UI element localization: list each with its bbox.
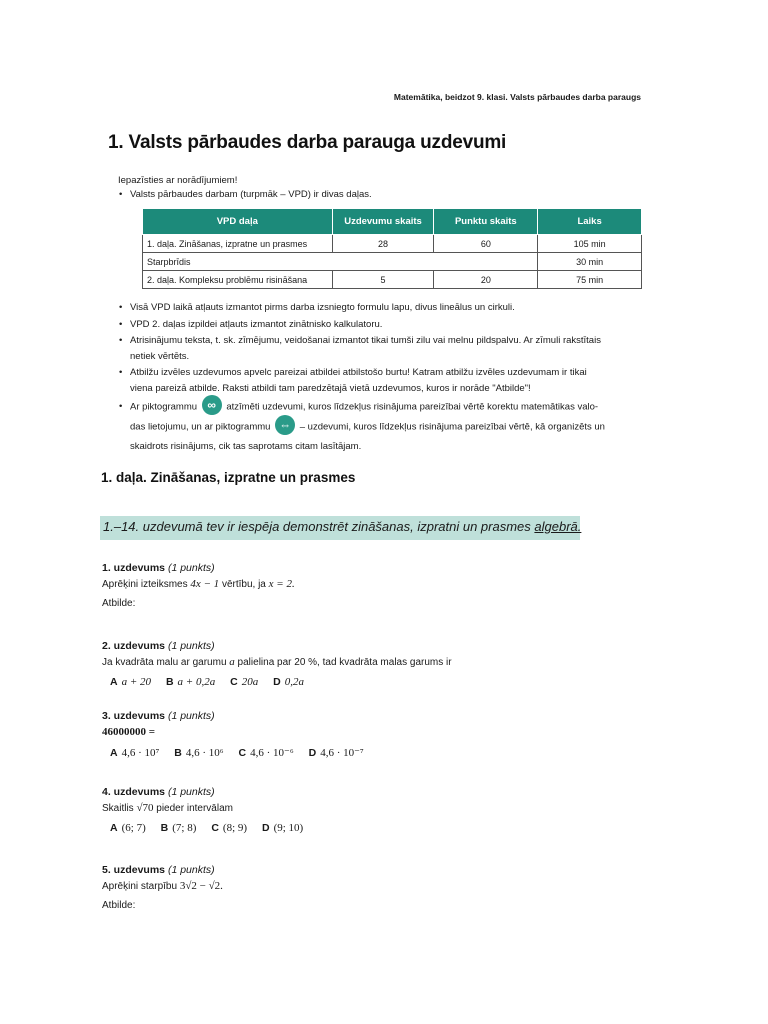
option-value: 4,6 · 10⁻⁷ [320, 747, 364, 759]
table-row [143, 271, 642, 289]
table-cell: 5 [332, 271, 434, 289]
answer-option[interactable] [211, 819, 247, 837]
infinity-pictogram-icon: ∞ [202, 395, 222, 415]
task-heading [102, 560, 295, 576]
table-header-cell: Uzdevumu skaits [332, 209, 434, 235]
table-row [143, 253, 642, 271]
task-expression: 46000000 = [102, 726, 156, 738]
task-text-part: palielina par 20 %, tad kvadrāta malas garums ir [234, 657, 452, 668]
answer-label: Atbilde: [102, 598, 136, 609]
task-title: 2. uzdevums [102, 640, 166, 652]
bullet-icon: • [119, 302, 123, 313]
table-header-cell: Laiks [538, 209, 642, 235]
option-value: 20a [241, 676, 259, 688]
option-value: 4,6 · 10⁶ [185, 747, 224, 759]
option-value: (8; 9) [222, 822, 248, 834]
task-heading [102, 708, 376, 724]
option-value: (9; 10) [273, 822, 304, 834]
rule-text: Atrisinājumu teksta, t. sk. zīmējumu, veidošanai izmantot tikai tumši zilu vai melnu pildspalvu. Ar zīmuli rakstītais [130, 335, 601, 346]
table-cell: 28 [332, 235, 434, 253]
rule-item [118, 333, 638, 364]
option-value: (6; 7) [121, 822, 146, 834]
option-value: (7; 8) [172, 822, 197, 834]
answer-option[interactable] [230, 673, 258, 691]
option-value: 4,6 · 10⁷ [121, 747, 160, 759]
vpd-structure-table [142, 208, 642, 289]
answer-option[interactable] [174, 744, 223, 762]
table-header-cell: VPD daļa [143, 209, 333, 235]
task-1 [102, 560, 295, 612]
rule-text: skaidrots risinājums, cik tas saprotams citam lasītājam. [130, 441, 362, 452]
task-heading [102, 862, 223, 878]
task-title: 1. uzdevums [102, 562, 166, 574]
task-2 [102, 638, 452, 691]
option-letter: C [230, 676, 238, 688]
option-letter: D [273, 676, 281, 688]
rule-item [118, 300, 638, 316]
task-condition: x = 2. [268, 578, 295, 590]
rules-list [118, 300, 638, 457]
bullet-icon: • [119, 318, 123, 330]
page-title: 1. Valsts pārbaudes darba parauga uzdevumi [108, 132, 507, 153]
task-title: 5. uzdevums [102, 864, 166, 876]
intro-block [118, 174, 372, 202]
task-points: (1 punkts) [167, 562, 215, 574]
task-text-part: Skaitlis [102, 803, 137, 814]
table-cell: 75 min [538, 271, 642, 289]
task-3 [102, 708, 376, 762]
answer-option[interactable] [239, 744, 294, 762]
task-variable: a [229, 656, 235, 668]
table-cell: 2. daļa. Kompleksu problēmu risināšana [143, 271, 333, 289]
task-text-part: vērtību, ja [219, 579, 269, 590]
task-text [102, 878, 223, 895]
rule-text: das lietojumu, un ar piktogrammu [130, 421, 271, 433]
rule-text: Visā VPD laikā atļauts izmantot pirms darba izsniegto formulu lapu, divus lineālus un cirkuli. [130, 302, 515, 313]
task-text-part: Aprēķini starpību [102, 881, 180, 892]
rule-text: netiek vērtēts. [130, 350, 190, 362]
highlight-text-main: 1.–14. uzdevumā tev ir iespēja demonstrēt zināšanas, izpratni un prasmes [103, 519, 535, 534]
section-title: 1. daļa. Zināšanas, izpratne un prasmes [101, 470, 356, 485]
task-text-part: Aprēķini izteiksmes [102, 579, 191, 590]
answer-options [102, 819, 315, 837]
rule-item [118, 317, 638, 333]
answer-label: Atbilde: [102, 900, 136, 911]
bullet-icon: • [119, 401, 123, 412]
answer-option[interactable] [110, 744, 159, 762]
table-header-cell: Punktu skaits [434, 209, 538, 235]
option-letter: B [160, 822, 169, 834]
table-cell: 60 [434, 235, 538, 253]
task-points: (1 punkts) [167, 864, 215, 876]
rule-text: Ar piktogrammu [130, 401, 198, 413]
option-letter: A [110, 676, 118, 688]
task-text [102, 654, 452, 671]
option-value: a + 20 [121, 676, 152, 688]
task-expression: 4x − 1 [190, 578, 220, 590]
option-letter: B [174, 747, 182, 759]
bullet-icon: • [119, 367, 123, 378]
double-arrow-pictogram-icon: ⇔ [275, 415, 295, 435]
task-4 [102, 784, 315, 837]
answer-options [102, 744, 376, 762]
bullet-icon: • [119, 335, 123, 346]
task-expression: 3√2 − √2. [179, 880, 223, 892]
answer-option[interactable] [273, 673, 304, 691]
task-title: 4. uzdevums [102, 786, 166, 798]
rule-text: – uzdevumi, kuros līdzekļus risinājuma pareizībai vērtē, kā organizēts un [299, 421, 605, 433]
intro-lead: Iepazīsties ar norādījumiem! [118, 175, 238, 186]
table-row [143, 235, 642, 253]
highlight-text-underlined: algebrā. [534, 519, 582, 534]
option-value: 4,6 · 10⁻⁶ [250, 747, 294, 759]
answer-options [102, 673, 452, 691]
table-cell: 1. daļa. Zināšanas, izpratne un prasmes [143, 235, 333, 253]
task-heading [102, 784, 315, 800]
bullet-icon: • [119, 189, 123, 200]
option-value: 0,2a [284, 676, 305, 688]
answer-option[interactable] [262, 819, 303, 837]
highlight-text [103, 519, 581, 534]
option-value: a + 0,2a [177, 676, 216, 688]
option-letter: C [211, 822, 219, 834]
table-cell: 105 min [538, 235, 642, 253]
rule-text: Atbilžu izvēles uzdevumos apvelc pareizai atbildei atbilstošo burtu! Katram atbilžu izvēles uzdevumam ir tikai [130, 367, 587, 378]
task-points: (1 punkts) [167, 640, 215, 652]
intro-bullet [118, 188, 372, 202]
rule-text: viena pareizā atbilde. Raksti atbildi tam paredzētajā vietā uzdevumos, kuros ir norāde "Atbilde"! [130, 382, 531, 394]
table-header-row [143, 209, 642, 235]
rule-text: atzīmēti uzdevumi, kuros līdzekļus risinājuma pareizībai vērtē korektu matemātikas valo- [226, 401, 599, 413]
rule-text: VPD 2. daļas izpildei atļauts izmantot zinātnisko kalkulatoru. [130, 318, 383, 330]
option-letter: A [110, 747, 118, 759]
task-heading [102, 638, 452, 654]
option-letter: B [165, 676, 174, 688]
option-letter: D [261, 822, 270, 834]
task-text [102, 576, 295, 593]
answer-option[interactable] [161, 819, 197, 837]
task-points: (1 punkts) [167, 786, 215, 798]
task-root-expression: √70 [136, 802, 154, 814]
task-points: (1 punkts) [167, 710, 215, 722]
answer-option[interactable] [110, 673, 151, 691]
option-letter: C [238, 747, 247, 759]
table-cell: 30 min [538, 253, 642, 271]
table-cell: 20 [434, 271, 538, 289]
option-letter: D [308, 747, 317, 759]
table-cell: Starpbrīdis [143, 253, 538, 271]
option-letter: A [110, 822, 118, 834]
answer-option[interactable] [166, 673, 215, 691]
task-5 [102, 862, 223, 914]
answer-option[interactable] [309, 744, 364, 762]
task-text-part: pieder intervālam [153, 803, 233, 814]
rule-item [118, 365, 638, 396]
task-text-part: Ja kvadrāta malu ar garumu [102, 657, 230, 668]
task-title: 3. uzdevums [102, 710, 166, 722]
running-header: Matemātika, beidzot 9. klasi. Valsts pārbaudes darba paraugs [393, 92, 641, 102]
rule-item [118, 397, 638, 456]
task-text [102, 800, 315, 817]
intro-bullet-text: Valsts pārbaudes darbam (turpmāk – VPD) ir divas daļas. [130, 189, 372, 200]
answer-option[interactable] [110, 819, 146, 837]
